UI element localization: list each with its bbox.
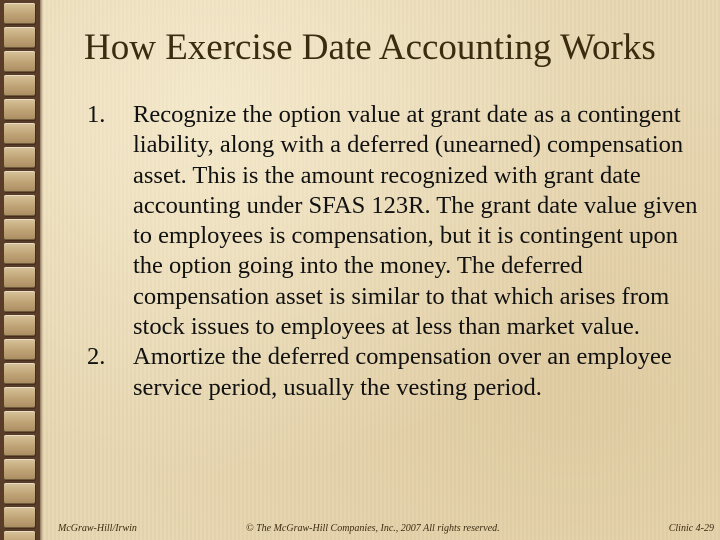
binding-tile	[4, 531, 35, 540]
binding-tile	[4, 483, 35, 504]
list-item	[87, 342, 703, 403]
footer-publisher: McGraw-Hill/Irwin	[58, 523, 137, 534]
binding-tile	[4, 75, 35, 96]
footer-copyright: © The McGraw-Hill Companies, Inc., 2007 All rights reserved.	[246, 523, 500, 534]
binding-tile	[4, 315, 35, 336]
list-item	[87, 100, 703, 342]
list-item-number: 1.	[87, 101, 106, 128]
binding-tile	[4, 387, 35, 408]
slide-body	[87, 100, 703, 403]
binding-tile	[4, 147, 35, 168]
list-item-text: Amortize the deferred compensation over an employee service period, usually the vesting period.	[133, 343, 672, 401]
binding-tile	[4, 267, 35, 288]
list-item-number: 2.	[87, 343, 106, 371]
spiral-binding	[0, 0, 40, 540]
binding-shadow	[40, 0, 43, 540]
binding-tile	[4, 411, 35, 432]
binding-tile	[4, 3, 35, 24]
binding-tile	[4, 195, 35, 216]
footer-slide-number: Clinic 4-29	[668, 523, 714, 534]
binding-tile	[4, 219, 35, 240]
binding-tile	[4, 339, 35, 360]
list-item-text: Recognize the option value at grant date as a contingent liability, along with a deferred (unearned) compensation asset. This is the amount recognized with grant date accounting under SFAS 123R. The grant date value given to employees is compensation, but it is contingent upon the option going into the money. The deferred compensation asset is similar to that which arises from stock issues to employees at less than market value.	[133, 101, 698, 341]
binding-tile	[4, 171, 35, 192]
binding-tile	[4, 99, 35, 120]
binding-tile	[4, 435, 35, 456]
binding-tile	[4, 51, 35, 72]
binding-tile	[4, 123, 35, 144]
binding-tile	[4, 243, 35, 264]
binding-tile	[4, 507, 35, 528]
binding-tile	[4, 291, 35, 312]
binding-tile	[4, 27, 35, 48]
slide-title: How Exercise Date Accounting Works	[84, 27, 656, 68]
binding-tile	[4, 363, 35, 384]
binding-tile	[4, 459, 35, 480]
